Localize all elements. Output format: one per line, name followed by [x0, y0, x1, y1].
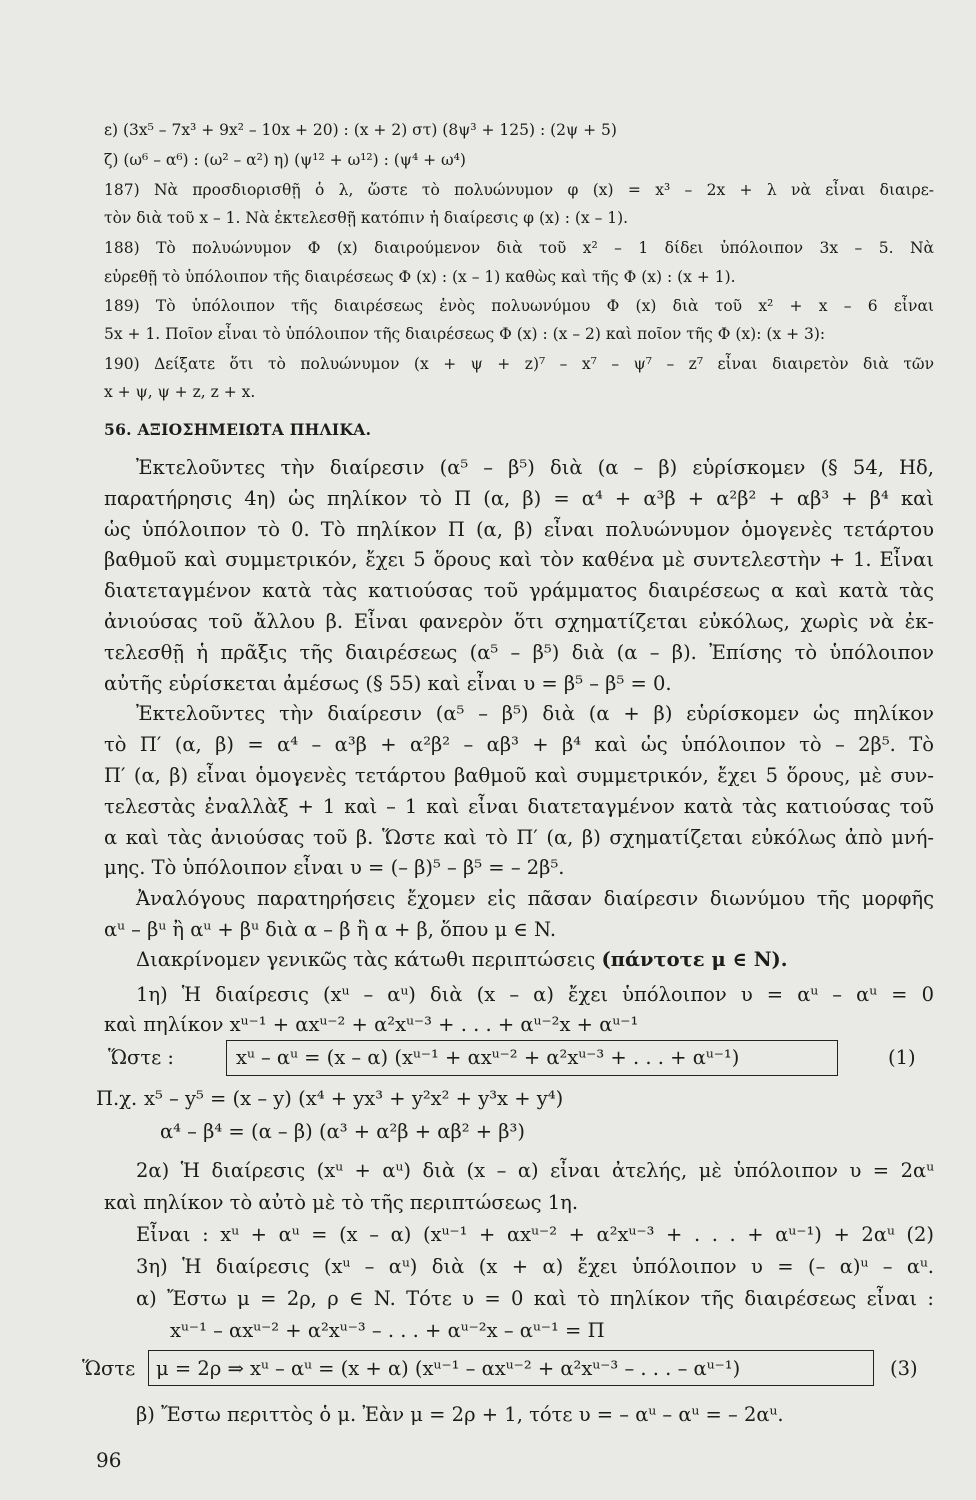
paragraph-line: ὡς ὑπόλοιπον τὸ 0. Τὸ πηλίκον Π (α, β) εἶναι πολυώνυμον ὁμογενὲς τετάρτου: [104, 517, 934, 541]
paragraph-line: ἀνιούσας τοῦ ἄλλου β. Εἶναι φανερὸν ὅτι σχηματίζεται εὐκόλως, χωρὶς νὰ ἐκ-: [104, 610, 934, 633]
paragraph-line: Ἐκτελοῦντες τὴν διαίρεσιν (α⁵ – β⁵) διὰ (α – β) εὑρίσκομεν (§ 54, Ηδ,: [136, 456, 934, 479]
page-number: 96: [96, 1448, 122, 1472]
exercise-188-line: εὑρεθῇ τὸ ὑπόλοιπον τῆς διαιρέσεως Φ (x) : (x – 1) καθὼς καὶ τῆς Φ (x) : (x + 1).: [104, 268, 736, 286]
example-lead: Π.χ.: [96, 1087, 138, 1110]
cases-condition: (πάντοτε μ ∈ N).: [601, 948, 788, 971]
exercise-line: ε) (3x⁵ – 7x³ + 9x² – 10x + 20) : (x + 2) στ) (8ψ³ + 125) : (2ψ + 5): [104, 121, 617, 139]
exercise-188-line: 188) Τὸ πολυώνυμον Φ (x) διαιρούμενον διὰ τοῦ x² – 1 δίδει ὑπόλοιπον 3x – 5. Νὰ: [104, 239, 934, 257]
paragraph-line: Ἐκτελοῦντες τὴν διαίρεσιν (α⁵ – β⁵) διὰ (α + β) εὑρίσκομεν ὡς πηλίκον: [136, 702, 934, 726]
case-3-line: 3η) Ἡ διαίρεσις (xᵘ – αᵘ) διὰ (x + α) ἔχει ὑπόλοιπον υ = (– α)ᵘ – αᵘ.: [136, 1255, 934, 1278]
paragraph-line: μης. Τὸ ὑπόλοιπον εἶναι υ = (– β)⁵ – β⁵ = – 2β⁵.: [104, 856, 565, 880]
case-2-line: καὶ πηλίκον τὸ αὐτὸ μὲ τὸ τῆς περιπτώσεως 1η.: [104, 1191, 579, 1214]
paragraph-line: Π′ (α, β) εἶναι ὁμογενὲς τετάρτου βαθμοῦ καὶ συμμετρικόν, ἔχει 5 ὅρους, μὲ συν-: [104, 764, 934, 787]
formula-2: Εἶναι : xᵘ + αᵘ = (x – α) (xᵘ⁻¹ + αxᵘ⁻² + α²xᵘ⁻³ + . . . + αᵘ⁻¹) + 2αᵘ (2): [136, 1223, 934, 1246]
paragraph-line: αᵘ – βᵘ ἢ αᵘ + βᵘ διὰ α – β ἢ α + β, ὅπου μ ∈ N.: [104, 918, 557, 941]
paragraph-line: Ἀναλόγους παρατηρήσεις ἔχομεν εἰς πᾶσαν διαίρεσιν διωνύμου τῆς μορφῆς: [136, 887, 934, 911]
exercise-189-line: 189) Τὸ ὑπόλοιπον τῆς διαιρέσεως ἑνὸς πολυωνύμου Φ (x) διὰ τοῦ x² + x – 6 εἶναι: [104, 297, 934, 315]
paragraph-line: τὸ Π′ (α, β) = α⁴ – α³β + α²β² – αβ³ + β⁴ καὶ ὡς ὑπόλοιπον τὸ – 2β⁵. Τὸ: [104, 733, 934, 757]
exercise-187-line: τὸν διὰ τοῦ x – 1. Νὰ ἐκτελεσθῇ κατόπιν ἡ διαίρεσις φ (x) : (x – 1).: [104, 209, 629, 227]
paragraph-line: τελεσθῇ ἡ πρᾶξις τῆς διαιρέσεως (α⁵ – β⁵) διὰ (α – β). Ἐπίσης τὸ ὑπόλοιπον: [104, 640, 934, 664]
case-1-line: 1η) Ἡ διαίρεσις (xᵘ – αᵘ) διὰ (x – α) ἔχει ὑπόλοιπον υ = αᵘ – αᵘ = 0: [136, 983, 934, 1006]
quotient-formula: xᵘ⁻¹ – αxᵘ⁻² + α²xᵘ⁻³ – . . . + αᵘ⁻²x – αᵘ⁻¹ = Π: [170, 1319, 605, 1342]
exercise-189-line: 5x + 1. Ποῖον εἶναι τὸ ὑπόλοιπον τῆς διαιρέσεως Φ (x) : (x – 2) καὶ ποῖον τῆς Φ (x): (x + 3):: [104, 325, 826, 343]
paragraph-line: τελεστὰς ἐναλλὰξ + 1 καὶ – 1 καὶ εἶναι διατεταγμένον κατὰ τὰς κατιούσας τοῦ: [104, 794, 934, 818]
formula-1: xᵘ – αᵘ = (x – α) (xᵘ⁻¹ + αxᵘ⁻² + α²xᵘ⁻³ + . . . + αᵘ⁻¹): [236, 1046, 740, 1069]
formula-1-lead: Ὥστε :: [108, 1046, 174, 1069]
paragraph-line: παρατήρησις 4η) ὡς πηλίκον τὸ Π (α, β) = α⁴ + α³β + α²β² + αβ³ + β⁴ καὶ: [104, 486, 934, 510]
example-formula: x⁵ – y⁵ = (x – y) (x⁴ + yx³ + y²x² + y³x + y⁴): [144, 1087, 564, 1110]
exercise-190-line: x + ψ, ψ + z, z + x.: [104, 383, 256, 401]
case-3-line: α) Ἔστω μ = 2ρ, ρ ∈ N. Τότε υ = 0 καὶ τὸ πηλίκον τῆς διαιρέσεως εἶναι :: [136, 1287, 934, 1310]
formula-3-number: (3): [890, 1357, 918, 1380]
case-3b-line: β) Ἔστω περιττὸς ὁ μ. Ἐὰν μ = 2ρ + 1, τότε υ = – αᵘ – αᵘ = – 2αᵘ.: [136, 1403, 784, 1426]
exercise-190-line: 190) Δείξατε ὅτι τὸ πολυώνυμον (x + ψ + z)⁷ – x⁷ – ψ⁷ – z⁷ εἶναι διαιρετὸν διὰ τῶν: [104, 355, 934, 373]
case-1-line: καὶ πηλίκον xᵘ⁻¹ + αxᵘ⁻² + α²xᵘ⁻³ + . . . + αᵘ⁻²x + αᵘ⁻¹: [104, 1013, 639, 1036]
paragraph-line: διατεταγμένον κατὰ τὰς κατιούσας τοῦ γράμματος διαιρέσεως α καὶ κατὰ τὰς: [104, 579, 934, 603]
cases-intro-text: Διακρίνομεν γενικῶς τὰς κάτωθι περιπτώσεις: [136, 948, 596, 971]
exercise-line: ζ) (ω⁶ – α⁶) : (ω² – α²) η) (ψ¹² + ω¹²) : (ψ⁴ + ω⁴): [104, 151, 466, 169]
paragraph-line: αὐτῆς εὑρίσκεται ἀμέσως (§ 55) καὶ εἶναι υ = β⁵ – β⁵ = 0.: [104, 671, 672, 695]
case-2-line: 2α) Ἡ διαίρεσις (xᵘ + αᵘ) διὰ (x – α) εἶναι ἀτελής, μὲ ὑπόλοιπον υ = 2αᵘ: [136, 1159, 934, 1182]
section-heading: 56. ΑΞΙΟΣΗΜΕΙΩΤΑ ΠΗΛΙΚΑ.: [104, 420, 372, 439]
formula-3-lead: Ὥστε: [82, 1357, 136, 1380]
exercise-187-line: 187) Νὰ προσδιορισθῇ ὁ λ, ὥστε τὸ πολυώνυμον φ (x) = x³ – 2x + λ νὰ εἶναι διαιρε-: [104, 181, 934, 199]
formula-1-number: (1): [888, 1046, 916, 1069]
paragraph-line: βαθμοῦ καὶ συμμετρικόν, ἔχει 5 ὅρους καὶ τὸν καθένα μὲ συντελεστὴν + 1. Εἶναι: [104, 548, 934, 572]
formula-3: μ = 2ρ ⇒ xᵘ – αᵘ = (x + α) (xᵘ⁻¹ – αxᵘ⁻² + α²xᵘ⁻³ – . . . – αᵘ⁻¹): [156, 1357, 741, 1380]
paragraph-line: α καὶ τὰς ἀνιούσας τοῦ β. Ὥστε καὶ τὸ Π′ (α, β) σχηματίζεται εὐκόλως ἀπὸ μνή-: [104, 825, 934, 849]
cases-intro: [136, 940, 966, 980]
example-formula: α⁴ – β⁴ = (α – β) (α³ + α²β + αβ² + β³): [160, 1120, 525, 1143]
